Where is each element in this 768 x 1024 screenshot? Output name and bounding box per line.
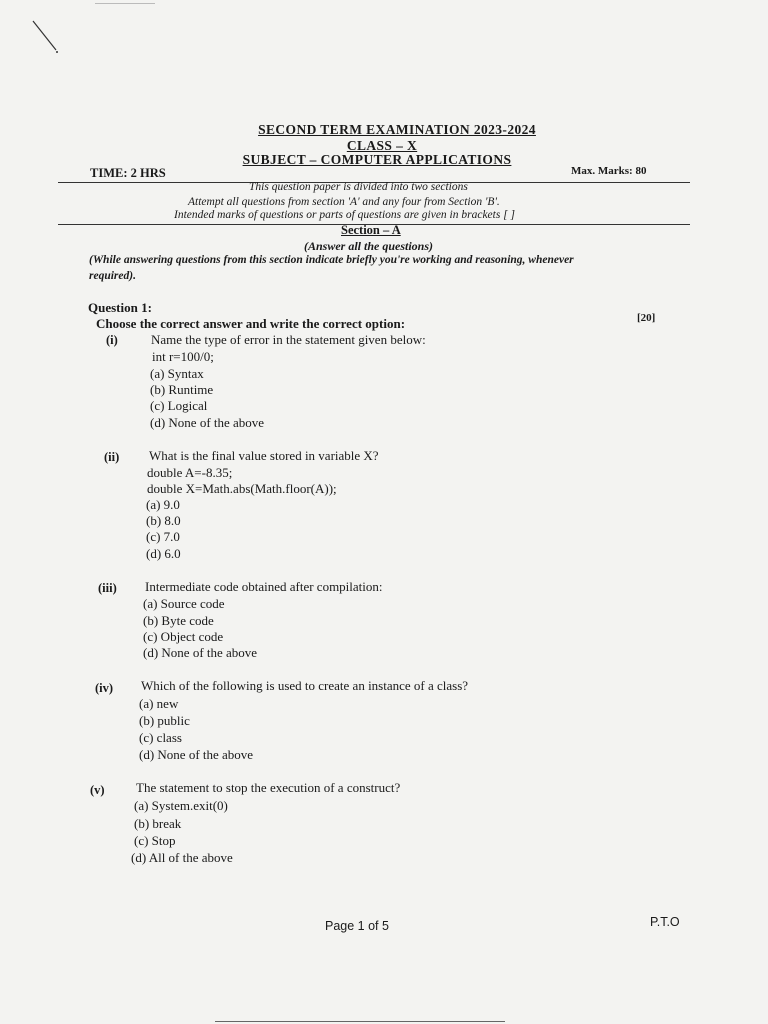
item-number: (i)	[106, 333, 118, 347]
option-c: (c) Object code	[143, 629, 224, 644]
class-heading: CLASS – X	[346, 138, 418, 153]
option-b: (b) 8.0	[146, 513, 181, 528]
pen-stroke-mark	[30, 18, 62, 58]
option-b: (b) break	[134, 816, 182, 831]
question-1-label: Question 1:	[88, 300, 152, 315]
section-note-line-1: (While answering questions from this section indicate briefly you're working and reasoning, whenever	[89, 254, 574, 266]
time-label: TIME: 2 HRS	[90, 166, 166, 180]
item-question: Intermediate code obtained after compilation:	[145, 579, 383, 594]
question-1-marks: [20]	[637, 312, 656, 324]
option-b: (b) Runtime	[150, 382, 214, 397]
instruction-line-1: This question paper is divided into two sections	[249, 181, 468, 193]
option-b: (b) Byte code	[143, 613, 214, 628]
question-1-instruction: Choose the correct answer and write the correct option:	[96, 316, 406, 331]
section-subtitle: (Answer all the questions)	[304, 239, 434, 253]
option-d: (d) All of the above	[131, 850, 233, 865]
top-edge-line	[95, 3, 155, 4]
pto-label: P.T.O	[650, 915, 680, 929]
item-number: (v)	[90, 783, 105, 797]
option-a: (a) System.exit(0)	[134, 798, 228, 813]
max-marks-label: Max. Marks: 80	[571, 165, 647, 177]
item-question: The statement to stop the execution of a construct?	[136, 780, 401, 795]
item-code-line: double A=-8.35;	[147, 465, 233, 480]
item-question: Which of the following is used to create an instance of a class?	[141, 678, 469, 693]
option-a: (a) Syntax	[150, 366, 204, 381]
option-d: (d) None of the above	[139, 747, 254, 762]
item-question: Name the type of error in the statement given below:	[151, 332, 426, 347]
item-question: What is the final value stored in variable X?	[149, 448, 379, 463]
option-c: (c) class	[139, 730, 182, 745]
option-c: (c) Stop	[134, 833, 176, 848]
item-number: (ii)	[104, 450, 120, 464]
option-d: (d) 6.0	[146, 546, 181, 561]
bottom-edge-line	[215, 1021, 505, 1022]
subject-heading: SUBJECT – COMPUTER APPLICATIONS	[242, 152, 512, 167]
option-c: (c) 7.0	[146, 529, 180, 544]
exam-title: SECOND TERM EXAMINATION 2023-2024	[258, 122, 536, 137]
item-code-line: double X=Math.abs(Math.floor(A));	[147, 481, 337, 496]
section-title: Section – A	[341, 223, 401, 237]
option-b: (b) public	[139, 713, 190, 728]
item-number: (iv)	[95, 681, 114, 695]
option-d: (d) None of the above	[143, 645, 258, 660]
option-a: (a) new	[139, 696, 179, 711]
section-note-line-2: required).	[89, 270, 136, 282]
option-d: (d) None of the above	[150, 415, 265, 430]
item-number: (iii)	[98, 581, 117, 595]
option-a: (a) Source code	[143, 596, 225, 611]
option-c: (c) Logical	[150, 398, 208, 413]
item-code-line: int r=100/0;	[152, 349, 214, 364]
option-a: (a) 9.0	[146, 497, 180, 512]
instruction-line-3: Intended marks of questions or parts of questions are given in brackets [ ]	[174, 209, 516, 221]
page-number: Page 1 of 5	[325, 919, 389, 933]
instruction-line-2: Attempt all questions from section 'A' and any four from Section 'B'.	[188, 196, 500, 208]
